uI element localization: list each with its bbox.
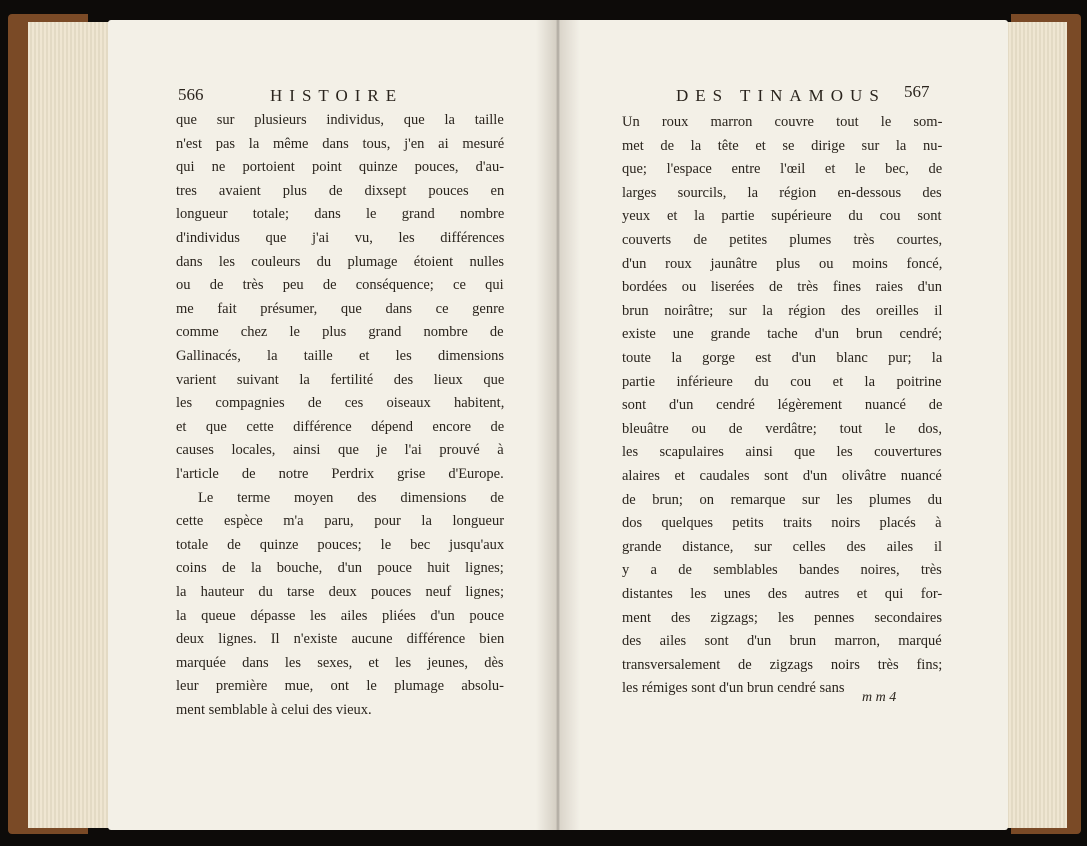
text-line: dans les couleurs du plumage étoient nulles <box>176 253 505 270</box>
text-line: la queue dépasse les ailes pliées d'un pouce <box>176 607 505 624</box>
text-line: les scapulaires ainsi que les couvertures <box>622 444 942 461</box>
text-line: des ailes sont d'un brun marron, marqué <box>622 633 942 650</box>
text-line: que; l'espace entre l'œil et le bec, de <box>622 161 943 178</box>
right-page-number: 567 <box>904 82 930 101</box>
text-line: les rémiges sont d'un brun cendré sans <box>622 680 845 697</box>
text-line: me fait présumer, que dans ce genre <box>176 300 505 317</box>
page-edges-left <box>28 22 112 828</box>
right-running-head: DES TINAMOUS <box>676 86 886 105</box>
signature-mark: m m 4 <box>862 690 897 705</box>
book-gutter <box>536 20 580 830</box>
text-line: Gallinacés, la taille et les dimensions <box>176 348 505 364</box>
text-line: partie inférieure du cou et la poitrine <box>622 373 942 390</box>
text-line: marquée dans les sexes, et les jeunes, dès <box>176 654 504 671</box>
text-line: ment semblable à celui des vieux. <box>176 702 372 718</box>
text-line: les compagnies de ces oiseaux habitent, <box>176 395 505 412</box>
text-line: qui ne portoient point quinze pouces, d'au- <box>176 159 505 176</box>
text-line: totale de quinze pouces; le bec jusqu'aux <box>176 536 505 553</box>
right-page-text <box>622 114 943 697</box>
text-line: la hauteur du tarse deux pouces neuf lignes; <box>176 584 505 600</box>
text-line: transversalement de zigzags noirs très fins; <box>622 656 943 673</box>
text-line: comme chez le plus grand nombre de <box>176 324 504 341</box>
text-line: varient suivant la fertilité des lieux que <box>176 371 505 388</box>
text-line: bleuâtre ou de verdâtre; tout le dos, <box>622 420 942 437</box>
page-edges-right <box>1005 22 1067 828</box>
text-line: distantes les unes des autres et qui for- <box>622 586 943 602</box>
text-line: dos quelques petits traits noirs placés à <box>622 515 942 532</box>
left-running-head: HISTOIRE <box>270 86 404 105</box>
text-line: larges sourcils, la région en-dessous des <box>622 184 942 201</box>
text-line: d'un roux jaunâtre plus ou moins foncé, <box>622 255 943 272</box>
text-line: toute la gorge est d'un blanc pur; la <box>622 350 943 366</box>
text-line: ou de très peu de conséquence; ce qui <box>176 277 504 294</box>
text-line: l'article de notre Perdrix grise d'Europe. <box>176 466 504 482</box>
text-line: cette espèce m'a paru, pour la longueur <box>176 513 505 530</box>
text-line: existe une grande tache d'un brun cendré; <box>622 326 943 343</box>
text-line: sont d'un cendré légèrement nuancé de <box>622 397 943 414</box>
text-line: bordées ou liserées de très fines raies d'un <box>622 279 942 296</box>
text-line: couverts de petites plumes très courtes, <box>622 232 943 248</box>
text-line: ment des zigzags; les pennes secondaires <box>622 609 942 626</box>
text-line: que sur plusieurs individus, que la taille <box>176 112 504 128</box>
text-line: leur première mue, ont le plumage absolu- <box>176 678 505 695</box>
text-line: et que cette différence dépend encore de <box>176 418 505 435</box>
text-line: causes locales, ainsi que je l'ai prouvé à <box>176 442 504 459</box>
text-line: yeux et la partie supérieure du cou sont <box>622 208 942 225</box>
text-line: alaires et caudales sont d'un olivâtre nuancé <box>622 468 942 484</box>
text-line: Un roux marron couvre tout le som- <box>622 114 943 130</box>
text-line: n'est pas la même dans tous, j'en ai mesuré <box>176 135 505 152</box>
text-line: longueur totale; dans le grand nombre <box>176 206 505 223</box>
text-line: d'individus que j'ai vu, les différences <box>176 230 505 246</box>
text-line: de brun; on remarque sur les plumes du <box>622 491 943 508</box>
text-line: met de la tête et se dirige sur la nu- <box>622 137 943 154</box>
text-line: grande distance, sur celles des ailes il <box>622 538 943 555</box>
text-line: Le terme moyen des dimensions de <box>198 489 504 506</box>
text-line: y a de semblables bandes noires, très <box>622 562 942 579</box>
left-page-text <box>176 112 505 718</box>
text-line: brun noirâtre; sur la région des oreilles il <box>622 302 943 319</box>
text-line: tres avaient plus de dixsept pouces en <box>176 182 505 199</box>
text-line: deux lignes. Il n'existe aucune différence bien <box>176 631 505 648</box>
text-line: coins de la bouche, d'un pouce huit lignes; <box>176 560 504 577</box>
left-page-number: 566 <box>178 85 204 104</box>
